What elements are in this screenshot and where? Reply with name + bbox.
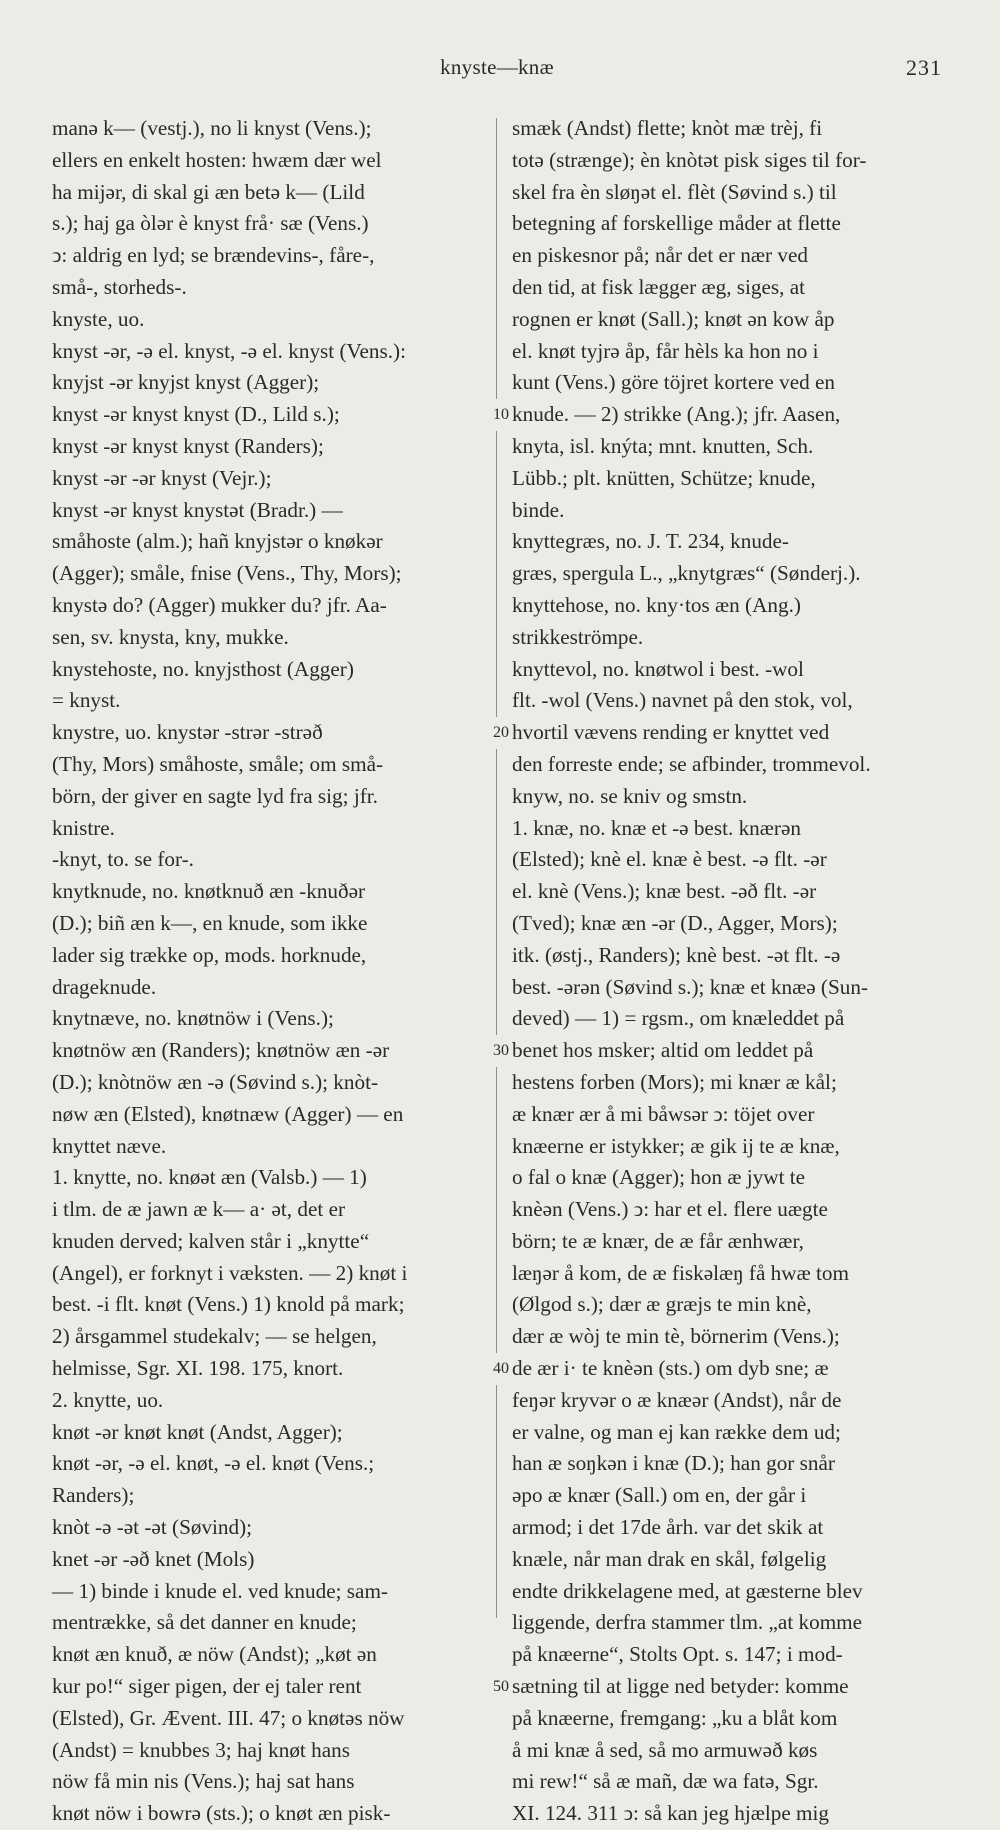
text-line: 1. knæ, no. knæ et -ə best. knærən	[512, 815, 801, 840]
text-line: liggende, derfra stammer tlm. „at komme	[512, 1610, 863, 1635]
text-line: på knæerne, fremgang: „ku a blåt kom	[512, 1705, 838, 1730]
text-line: totə (strænge); èn knòtət pisk siges til for-	[512, 147, 867, 172]
text-line: småhoste (alm.); hañ knyjstər o knøkər	[52, 529, 383, 554]
left-column	[52, 113, 472, 1830]
text-line: knystre, uo. knystər -strər -strəð	[52, 720, 323, 745]
text-line: knyttegræs, no. J. T. 234, knude-	[512, 529, 789, 554]
text-line: knuden derved; kalven står i „knytte“	[52, 1228, 370, 1253]
text-line: knèən (Vens.) ↄ: har et el. flere uægte	[512, 1197, 828, 1222]
text-line: manə k— (vestj.), no li knyst (Vens.);	[52, 116, 372, 140]
text-line: drageknude.	[52, 974, 157, 999]
text-line: nøw æn (Elsted), knøtnæw (Agger) — en	[52, 1101, 404, 1126]
text-line: knøt nöw i bowrə (sts.); o knøt æn pisk-	[52, 1801, 391, 1826]
text-line: ↄ: aldrig en lyd; se brændevins-, fåre-,	[52, 243, 375, 268]
line-number: 50	[486, 1671, 516, 1703]
text-line: knyst -ər -ər knyst (Vejr.);	[52, 465, 272, 490]
text-line: knytnæve, no. knøtnöw i (Vens.);	[52, 1006, 334, 1031]
text-line: börn; te æ knær, de æ får ænhwær,	[512, 1228, 804, 1253]
text-line: flt. -wol (Vens.) navnet på den stok, vol,	[512, 688, 853, 713]
text-line: itk. (østj., Randers); knè best. -ət flt. -ə	[512, 942, 841, 967]
text-line: knyst -ər knyst knystət (Bradr.) —	[52, 497, 343, 522]
text-line: knyw, no. se kniv og smstn.	[512, 783, 748, 808]
text-line: knytknude, no. knøtknuð æn -knuðər	[52, 879, 366, 904]
text-line: = knyst.	[52, 688, 121, 713]
text-line: betegning af forskellige måder at flette	[512, 211, 841, 236]
text-line: ha mijər, di skal gi æn betə k— (Lild	[52, 179, 365, 204]
text-line: ellers en enkelt hosten: hwæm dær wel	[52, 147, 382, 172]
text-line: knyste, uo.	[52, 306, 145, 331]
text-line: æ knær ær å mi båwsər ↄ: töjet over	[512, 1101, 815, 1126]
text-line: knystə do? (Agger) mukker du? jfr. Aa-	[52, 592, 387, 617]
text-line: deved) — 1) = rgsm., om knæleddet på	[512, 1006, 845, 1031]
text-line: 2) årsgammel studekalv; — se helgen,	[52, 1324, 377, 1349]
text-line: (Ølgod s.); dær æ græjs te min knè,	[512, 1292, 812, 1317]
text-line: mentrække, så det danner en knude;	[52, 1610, 357, 1635]
text-line: rognen er knøt (Sall.); knøt ən kow åp	[512, 306, 835, 331]
text-line: (D.); biñ æn k—, en knude, som ikke	[52, 910, 368, 935]
text-line: knøtnöw æn (Randers); knøtnöw æn -ər	[52, 1038, 390, 1063]
running-title: knyste—knæ	[440, 55, 554, 79]
line-number: 30	[486, 1035, 516, 1067]
text-line: el. knè (Vens.); knæ best. -əð flt. -ər	[512, 879, 817, 904]
text-line: endte drikkelagene med, at gæsterne blev	[512, 1578, 863, 1603]
text-line: knyttevol, no. knøtwol i best. -wol	[512, 656, 804, 681]
text-line: knòt -ə -ət -ət (Søvind);	[52, 1515, 253, 1540]
line-number: 20	[486, 717, 516, 749]
text-line: den tid, at fisk lægger æg, siges, at	[512, 274, 806, 299]
text-line: əpo æ knær (Sall.) om en, der går i	[512, 1483, 807, 1508]
text-line: feŋər kryvər o æ knæər (Andst), når de	[512, 1387, 842, 1412]
text-line: o fal o knæ (Agger); hon æ jywt te	[512, 1165, 806, 1190]
text-line: knøt -ər knøt knøt (Andst, Agger);	[52, 1419, 343, 1444]
text-line: strikkeströmpe.	[512, 624, 644, 649]
text-line: el. knøt tyjrə åp, får hèls ka hon no i	[512, 338, 819, 363]
right-column	[512, 113, 932, 1830]
text-line: s.); haj ga òlər è knyst frå· sæ (Vens.)	[52, 211, 369, 236]
text-line: hvortil vævens rending er knyttet ved	[512, 720, 830, 745]
text-line: binde.	[512, 497, 565, 522]
text-line: knistre.	[52, 815, 115, 840]
text-line: en piskesnor på; når det er nær ved	[512, 243, 808, 268]
text-line: 1. knytte, no. knøət æn (Valsb.) — 1)	[52, 1165, 367, 1190]
text-line: nöw få min nis (Vens.); haj sat hans	[52, 1769, 355, 1794]
text-line: börn, der giver en sagte lyd fra sig; jfr.	[52, 783, 378, 808]
text-line: knyjst -ər knyjst knyst (Agger);	[52, 370, 320, 395]
text-line: armod; i det 17de årh. var det skik at	[512, 1515, 824, 1540]
text-line: helmisse, Sgr. XI. 198. 175, knort.	[52, 1356, 344, 1381]
text-line: (Elsted), Gr. Ævent. III. 47; o knøtəs nöw	[52, 1705, 405, 1730]
text-line: sætning til at ligge ned betyder: komme	[512, 1674, 849, 1699]
text-line: (Tved); knæ æn -ər (D., Agger, Mors);	[512, 910, 838, 935]
text-line: knyta, isl. knýta; mnt. knutten, Sch.	[512, 433, 814, 458]
text-line: smæk (Andst) flette; knòt mæ trèj, fi	[512, 116, 823, 140]
text-line: knyst -ər knyst knyst (D., Lild s.);	[52, 402, 340, 427]
page-header	[52, 55, 942, 85]
text-line: er valne, og man ej kan række dem ud;	[512, 1419, 841, 1444]
text-line: XI. 124. 311 ↄ: så kan jeg hjælpe mig	[512, 1801, 829, 1826]
text-line: knyst -ər knyst knyst (Randers);	[52, 433, 324, 458]
text-line: å mi knæ å sed, så mo armuwəð køs	[512, 1737, 818, 1762]
text-line: knyst -ər, -ə el. knyst, -ə el. knyst (Vens.):	[52, 338, 406, 363]
text-line: Randers);	[52, 1483, 135, 1508]
text-line: knyttehose, no. kny·tos æn (Ang.)	[512, 592, 801, 617]
text-line: (Andst) = knubbes 3; haj knøt hans	[52, 1737, 350, 1762]
text-line: -knyt, to. se for-.	[52, 847, 194, 872]
text-line: benet hos msker; altid om leddet på	[512, 1038, 814, 1063]
text-line: knøt æn knuð, æ nöw (Andst); „køt ən	[52, 1642, 377, 1667]
text-line: best. -i flt. knøt (Vens.) 1) knold på mark;	[52, 1292, 405, 1317]
text-line: knet -ər -əð knet (Mols)	[52, 1546, 255, 1571]
text-line: lader sig trække op, mods. horknude,	[52, 942, 367, 967]
text-line: (Agger); småle, fnise (Vens., Thy, Mors);	[52, 561, 402, 586]
text-line: den forreste ende; se afbinder, trommevol.	[512, 751, 871, 776]
text-line: — 1) binde i knude el. ved knude; sam-	[52, 1578, 388, 1603]
text-line: best. -ərən (Søvind s.); knæ et knæə (Sun-	[512, 974, 869, 999]
text-line: sen, sv. knysta, kny, mukke.	[52, 624, 289, 649]
text-line: kunt (Vens.) göre töjret kortere ved en	[512, 370, 835, 395]
text-line: skel fra èn sløŋət el. flèt (Søvind s.) til	[512, 179, 837, 204]
text-line: på knæerne“, Stolts Opt. s. 147; i mod-	[512, 1642, 843, 1667]
text-line: læŋər å kom, de æ fiskəlæŋ få hwæ tom	[512, 1260, 849, 1285]
text-line: knøt -ər, -ə el. knøt, -ə el. knøt (Vens.;	[52, 1451, 375, 1476]
text-line: dær æ wòj te min tè, börnerim (Vens.);	[512, 1324, 840, 1349]
column-divider	[496, 118, 497, 1618]
text-line: (Elsted); knè el. knæ è best. -ə flt. -ər	[512, 847, 827, 872]
text-line: Lübb.; plt. knütten, Schütze; knude,	[512, 465, 816, 490]
text-line: 2. knytte, uo.	[52, 1387, 164, 1412]
text-line: græs, spergula L., „knytgræs“ (Sønderj.).	[512, 561, 861, 586]
text-line: knyttet næve.	[52, 1133, 167, 1158]
line-number: 40	[486, 1353, 516, 1385]
text-line: i tlm. de æ jawn æ k— a· ət, det er	[52, 1197, 346, 1222]
text-line: (D.); knòtnöw æn -ə (Søvind s.); knòt-	[52, 1069, 379, 1094]
text-line: knæle, når man drak en skål, følgelig	[512, 1546, 827, 1571]
text-line: små-, storheds-.	[52, 274, 187, 299]
text-line: hestens forben (Mors); mi knær æ kål;	[512, 1069, 837, 1094]
text-line: de ær i· te knèən (sts.) om dyb sne; æ	[512, 1356, 829, 1381]
text-line: (Thy, Mors) småhoste, småle; om små-	[52, 751, 384, 776]
text-line: kur po!“ siger pigen, der ej taler rent	[52, 1674, 362, 1699]
page-number: 231	[906, 55, 942, 80]
text-line: knystehoste, no. knyjsthost (Agger)	[52, 656, 354, 681]
text-line: han æ soŋkən i knæ (D.); han gor snår	[512, 1451, 835, 1476]
text-line: knæerne er istykker; æ gik ij te æ knæ,	[512, 1133, 840, 1158]
text-line: mi rew!“ så æ mañ, dæ wa fatə, Sgr.	[512, 1769, 819, 1794]
text-line: knude. — 2) strikke (Ang.); jfr. Aasen,	[512, 402, 841, 427]
text-line: (Angel), er forknyt i væksten. — 2) knøt i	[52, 1260, 408, 1285]
line-number: 10	[486, 399, 516, 431]
